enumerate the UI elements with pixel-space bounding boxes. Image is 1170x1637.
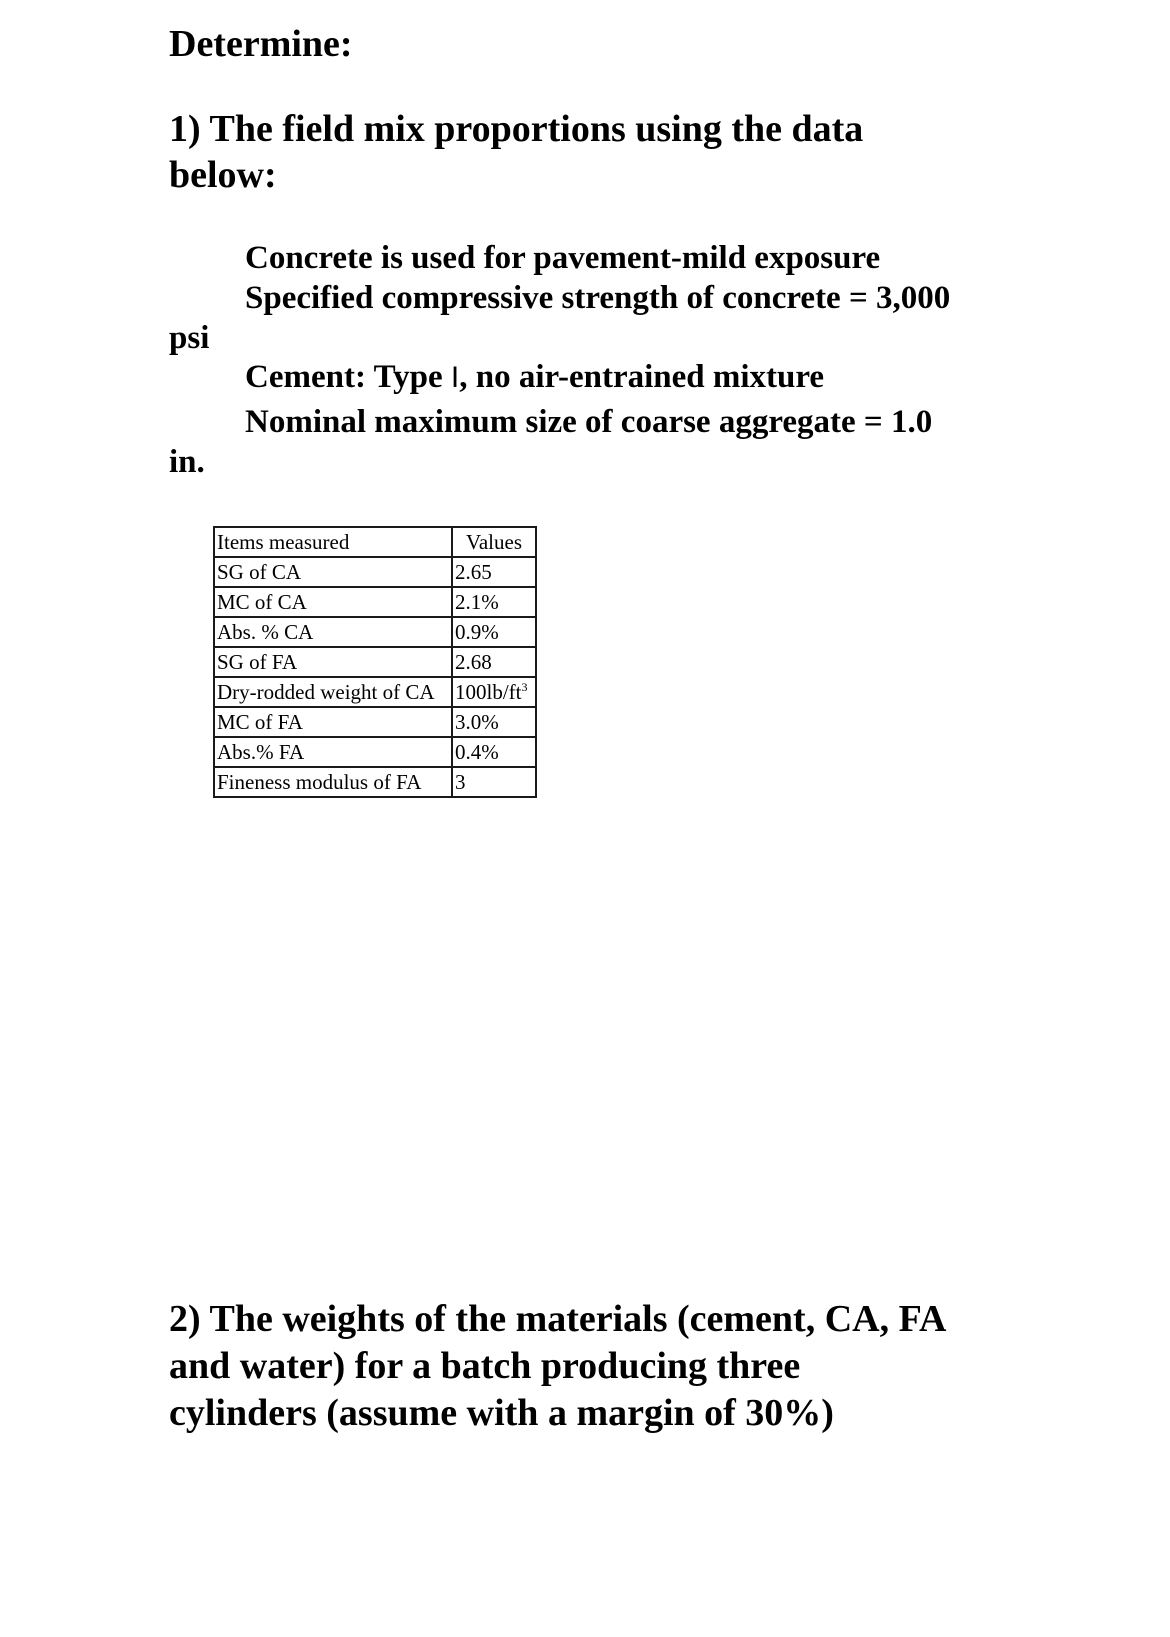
row-value-text: 100lb/ft — [455, 680, 522, 704]
row-item: Fineness modulus of FA — [214, 767, 452, 797]
question-1-line-2: below: — [169, 154, 277, 196]
row-value: 2.65 — [452, 557, 536, 587]
row-value: 2.68 — [452, 647, 536, 677]
row-item: SG of FA — [214, 647, 452, 677]
row-item: MC of FA — [214, 707, 452, 737]
measurements-table — [213, 526, 537, 798]
table-row — [214, 587, 536, 617]
page-title: Determine: — [169, 23, 353, 65]
spec-exposure: Concrete is used for pavement-mild exposure — [245, 240, 881, 276]
header-items-measured: Items measured — [214, 527, 452, 557]
row-value: 3.0% — [452, 707, 536, 737]
row-item: SG of CA — [214, 557, 452, 587]
spec-cement — [245, 357, 824, 398]
table-row — [214, 617, 536, 647]
spec-cement-type: I — [450, 361, 460, 394]
table-row — [214, 647, 536, 677]
table-row — [214, 767, 536, 797]
spec-strength: Specified compressive strength of concrete = 3,000 — [245, 280, 951, 316]
question-2-line-2: and water) for a batch producing three — [169, 1345, 801, 1387]
row-value-superscript: 3 — [521, 680, 528, 694]
row-item: MC of CA — [214, 587, 452, 617]
question-2-line-3: cylinders (assume with a margin of 30%) — [169, 1392, 834, 1434]
spec-cement-prefix: Cement: Type — [245, 359, 451, 395]
row-value — [452, 677, 536, 707]
spec-strength-unit: psi — [169, 320, 210, 356]
row-item: Abs. % CA — [214, 617, 452, 647]
spec-cement-suffix: , no air-entrained mixture — [459, 359, 825, 395]
row-value: 0.4% — [452, 737, 536, 767]
question-2-line-1: 2) The weights of the materials (cement, CA, FA — [169, 1298, 947, 1340]
table-header-row — [214, 527, 536, 557]
question-1-line-1: 1) The field mix proportions using the data — [169, 108, 864, 150]
table-row — [214, 677, 536, 707]
table-row — [214, 707, 536, 737]
row-value: 0.9% — [452, 617, 536, 647]
spec-aggregate-unit: in. — [169, 444, 205, 480]
spec-aggregate-size: Nominal maximum size of coarse aggregate = 1.0 — [245, 404, 933, 440]
table-row — [214, 557, 536, 587]
row-value: 3 — [452, 767, 536, 797]
header-values: Values — [452, 527, 536, 557]
row-item: Dry-rodded weight of CA — [214, 677, 452, 707]
row-value: 2.1% — [452, 587, 536, 617]
table-row — [214, 737, 536, 767]
row-item: Abs.% FA — [214, 737, 452, 767]
